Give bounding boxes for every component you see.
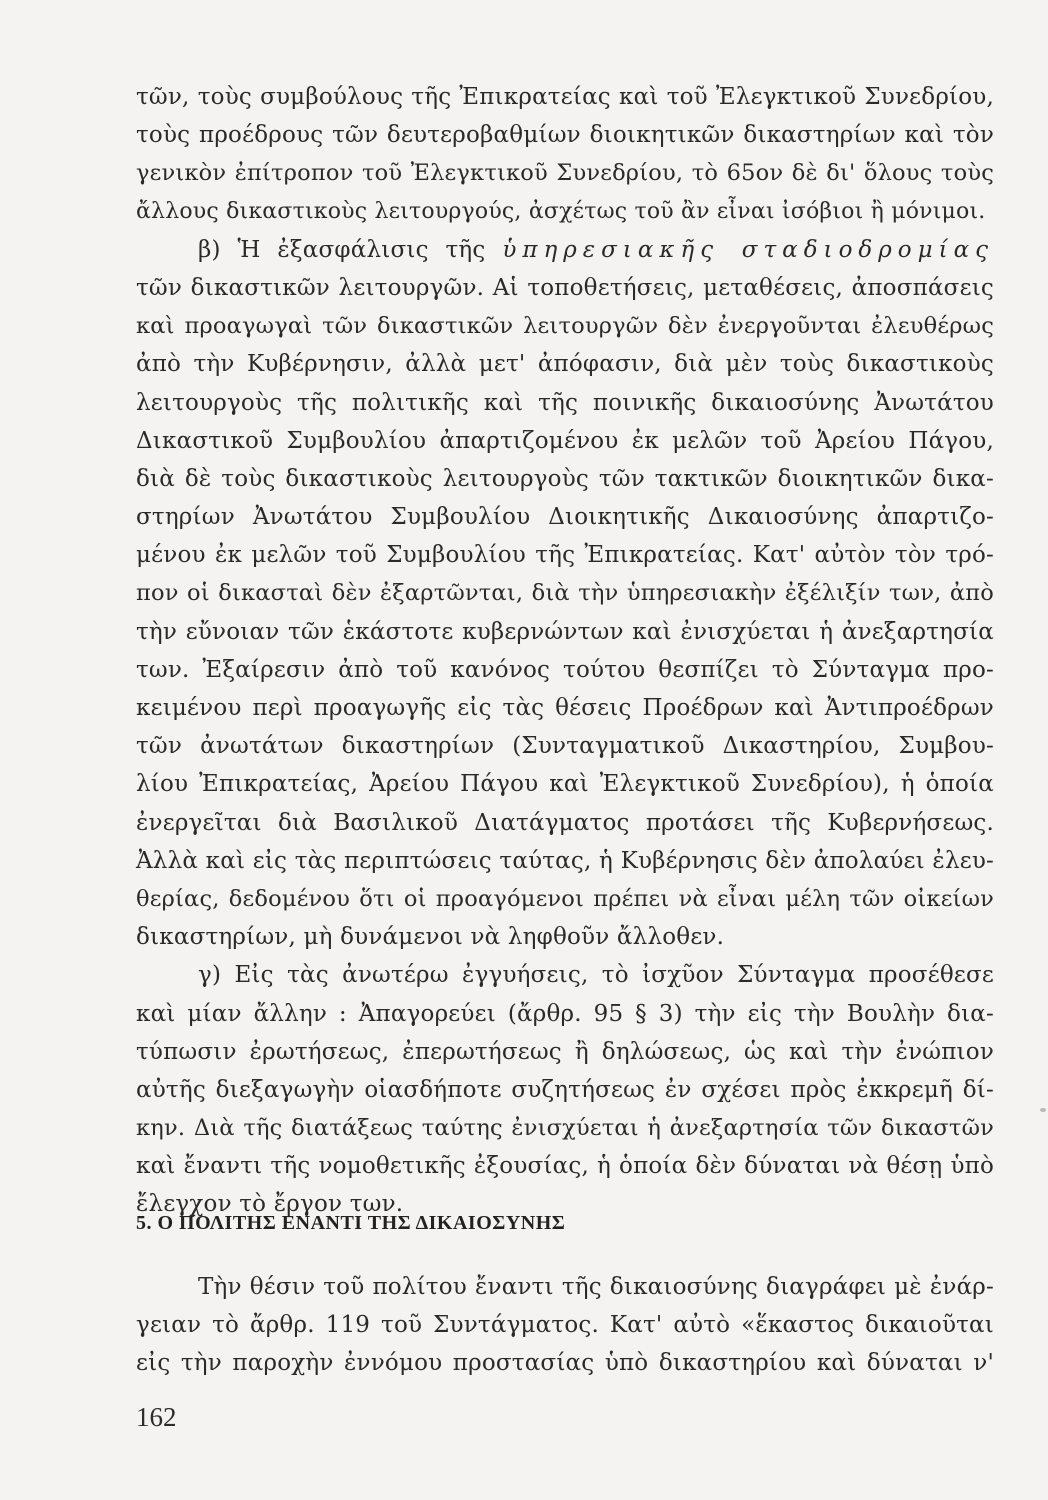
text-line: γ) Εἰς τὰς ἀνωτέρω ἐγγυήσεις, τὸ ἰσχῦον Σύνταγμα προσέθεσε xyxy=(198,962,994,989)
text-line: ἀπὸ τὴν Κυβέρνησιν, ἀλλὰ μετ' ἀπόφασιν, διὰ μὲν τοὺς δικαστικοὺς xyxy=(136,351,994,378)
text-line: τῶν ἀνωτάτων δικαστηρίων (Συνταγματικοῦ Δικαστηρίου, Συμβου- xyxy=(136,733,994,760)
paragraph-b-prefix: β) Ἡ ἐξασφάλισις τῆς xyxy=(198,236,486,263)
text-line: δικαστηρίων, μὴ δυνάμενοι νὰ ληφθοῦν ἄλλοθεν. xyxy=(136,924,725,951)
section-heading: 5. Ο ΠΟΛΙΤΗΣ ΕΝΑΝΤΙ ΤΗΣ ΔΙΚΑΙΟΣΥΝΗΣ xyxy=(136,1212,566,1234)
page-number: 162 xyxy=(136,1402,177,1432)
text-line: καὶ μίαν ἄλλην : Ἀπαγορεύει (ἄρθρ. 95 § 3) τὴν εἰς τὴν Βουλὴν δια- xyxy=(136,1000,994,1027)
paragraph-b-opening xyxy=(136,231,994,269)
text-line: καὶ προαγωγαὶ τῶν δικαστικῶν λειτουργῶν δὲν ἐνεργοῦνται ἐλευθέρως xyxy=(136,313,994,340)
text-line: τῶν, τοὺς συμβούλους τῆς Ἐπικρατείας καὶ τοῦ Ἐλεγκτικοῦ Συνεδρίου, xyxy=(136,84,994,110)
text-line: τὴν εὔνοιαν τῶν ἑκάστοτε κυβερνώντων καὶ ἐνισχύεται ἡ ἀνεξαρτησία xyxy=(136,618,994,645)
section-text xyxy=(136,1268,994,1383)
text-line: γειαν τὸ ἄρθρ. 119 τοῦ Συντάγματος. Κατ' αὐτὸ «ἕκαστος δικαιοῦται xyxy=(136,1312,994,1339)
text-line: πον οἱ δικασταὶ δὲν ἐξαρτῶνται, διὰ τὴν ὑπηρεσιακὴν ἐξέλιξίν των, ἀπὸ xyxy=(136,580,994,607)
main-text xyxy=(136,78,994,1224)
text-line: Δικαστικοῦ Συμβουλίου ἀπαρτιζομένου ἐκ μελῶν τοῦ Ἀρείου Πάγου, xyxy=(136,427,994,454)
text-line: τύπωσιν ἐρωτήσεως, ἐπερωτήσεως ἢ δηλώσεως, ὡς καὶ τὴν ἐνώπιον xyxy=(136,1038,994,1065)
text-line: κειμένου περὶ προαγωγῆς εἰς τὰς θέσεις Προέδρων καὶ Ἀντιπροέδρων xyxy=(136,695,994,721)
scan-speck xyxy=(1040,1108,1046,1112)
text-line: κην. Διὰ τῆς διατάξεως ταύτης ἐνισχύεται ἡ ἀνεξαρτησία τῶν δικαστῶν xyxy=(136,1115,994,1142)
text-line: μένου ἐκ μελῶν τοῦ Συμβουλίου τῆς Ἐπικρατείας. Κατ' αὐτὸν τὸν τρό- xyxy=(136,542,994,569)
text-line: θερίας, δεδομένου ὅτι οἱ προαγόμενοι πρέπει νὰ εἶναι μέλη τῶν οἰκείων xyxy=(136,885,994,912)
text-line: ἐνεργεῖται διὰ Βασιλικοῦ Διατάγματος προτάσει τῆς Κυβερνήσεως. xyxy=(136,809,994,836)
text-line: τοὺς προέδρους τῶν δευτεροβαθμίων διοικητικῶν δικαστηρίων καὶ τὸν xyxy=(136,122,994,149)
text-line: αὐτῆς διεξαγωγὴν οἱασδήποτε συζητήσεως ἐν σχέσει πρὸς ἐκκρεμῆ δί- xyxy=(136,1076,994,1103)
text-line: διὰ δὲ τοὺς δικαστικοὺς λειτουργοὺς τῶν τακτικῶν διοικητικῶν δικα- xyxy=(136,465,994,492)
text-line: καὶ ἔναντι τῆς νομοθετικῆς ἐξουσίας, ἡ ὁποία δὲν δύναται νὰ θέσῃ ὑπὸ xyxy=(136,1153,994,1180)
text-line: Ἀλλὰ καὶ εἰς τὰς περιπτώσεις ταύτας, ἡ Κυβέρνησις δὲν ἀπολαύει ἐλευ- xyxy=(136,847,994,874)
text-line: ἔλεγχον τὸ ἔργον των. xyxy=(136,1191,404,1218)
text-line: εἰς τὴν παροχὴν ἐννόμου προστασίας ὑπὸ δικαστηρίου καὶ δύναται ν' xyxy=(136,1350,994,1377)
text-line: λίου Ἐπικρατείας, Ἀρείου Πάγου καὶ Ἐλεγκτικοῦ Συνεδρίου), ἡ ὁποία xyxy=(136,771,994,798)
text-line: των. Ἐξαίρεσιν ἀπὸ τοῦ κανόνος τούτου θεσπίζει τὸ Σύνταγμα προ- xyxy=(136,656,994,683)
text-line: τῶν δικαστικῶν λειτουργῶν. Αἱ τοποθετήσεις, μεταθέσεις, ἀποσπάσεις xyxy=(136,274,994,301)
text-line: γενικὸν ἐπίτροπον τοῦ Ἐλεγκτικοῦ Συνεδρίου, τὸ 65ον δὲ δι' ὅλους τοὺς xyxy=(136,160,994,187)
text-line: Τὴν θέσιν τοῦ πολίτου ἔναντι τῆς δικαιοσύνης διαγράφει μὲ ἐνάρ- xyxy=(198,1274,994,1300)
text-line: ἄλλους δικαστικοὺς λειτουργούς, ἀσχέτως τοῦ ἂν εἶναι ἰσόβιοι ἢ μόνιμοι. xyxy=(136,198,986,224)
text-line: στηρίων Ἀνωτάτου Συμβουλίου Διοικητικῆς Δικαιοσύνης ἀπαρτιζο- xyxy=(136,504,994,531)
spaced-emphasis: ὑπηρεσιακῆς σταδιοδρομίας xyxy=(502,236,995,263)
text-line: λειτουργοὺς τῆς πολιτικῆς καὶ τῆς ποινικῆς δικαιοσύνης Ἀνωτάτου xyxy=(136,389,994,416)
